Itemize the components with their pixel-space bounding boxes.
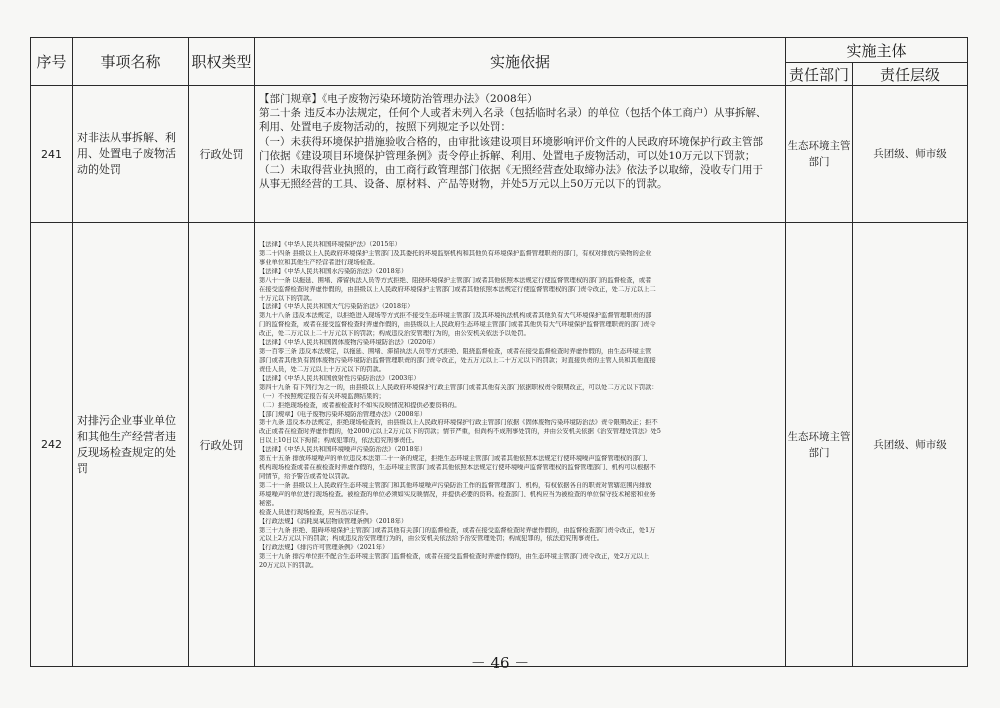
basis-line: 秘密。: [259, 499, 278, 507]
matter-name: 对非法从事拆解、利用、处置电子废物活动的处罚: [73, 86, 189, 223]
matter-name: 对排污企业事业单位和其他生产经营者违反现场检查规定的处罚: [73, 223, 189, 667]
basis-line: （一）未获得环境保护措施验收合格的，由审批该建设项目环境影响评价文件的人民政府环境保护行政主管部: [259, 135, 763, 148]
basis-line: 【部门规章】《电子废物污染环境防治管理办法》（2008年）: [259, 410, 427, 418]
header-row: [31, 38, 968, 63]
basis-line: 【法律】《中华人民共和国大气污染防治法》（2018年）: [259, 303, 414, 311]
authority-type: 行政处罚: [189, 86, 255, 223]
basis-line: 【部门规章】《电子废物污染环境防治管理办法》（2008年）: [259, 93, 538, 105]
basis-line: 部门或者其他负有固体废物污染环境防治监督管理职责的部门责令改正，处五万元以上二十万元以下的罚款；对直接负责的主管人员和其他直接: [259, 356, 656, 364]
basis-line: 第三十九条 拒绝、阻碍环境保护主管部门或者其他有关部门的监督检查，或者在接受监督检查时弄虚作假的，由监督检查部门责令改正，处1万: [259, 526, 656, 534]
basis-line: 环境噪声的单位进行现场检查。被检查的单位必须如实反映情况，并提供必要的资料。检查部门、机构应当为被检查的单位保守技术秘密和业务: [259, 490, 656, 498]
basis-line: 改正或者在检查时弄虚作假的，处2000元以上2万元以下的罚款；情节严重，但尚构不成刑事处罚的，并由公安机关依据《治安管理处罚法》处5: [259, 428, 661, 436]
basis-line: 【法律】《中华人民共和国放射性污染防治法》（2003年）: [259, 374, 420, 382]
basis-line: 第八十一条 以拖延、围堵、滞留执法人员等方式拒绝、阻挠环境保护主管部门或者其他依照本法规定行使监督管理权的部门的监督检查，或者: [259, 276, 652, 284]
basis-line: 元以上2万元以下的罚款；构成违反治安管理行为的，由公安机关依法给予治安管理处罚；构成犯罪的，依法追究刑事责任。: [259, 535, 604, 543]
legal-basis: [255, 223, 786, 667]
header-subject: 实施主体: [786, 38, 968, 63]
row-number: 242: [31, 223, 73, 667]
basis-line: 门依据《建设项目环境保护管理条例》责令停止拆解、利用、处置电子废物活动，可以处10万元以下罚款；: [259, 149, 756, 162]
basis-line: （二）未取得营业执照的，由工商行政管理部门依据《无照经营查处取缔办法》依法予以取缔，没收专门用于: [259, 164, 763, 177]
basis-line: 门的监督检查，或者在接受监督检查时弄虚作假的，由县级以上人民政府生态环境主管部门或者其他负有大气环境保护监督管理职责的部门责令: [259, 321, 656, 329]
header-type: 职权类型: [189, 38, 255, 86]
header-level: 责任层级: [853, 63, 968, 86]
basis-line: 检查人员进行现场检查，应当出示证件。: [259, 508, 373, 516]
basis-line: 【行政法规】《消耗臭氧层物质管理条例》（2018年）: [259, 517, 408, 525]
basis-line: 事业单位和其他生产经营者进行现场检查。: [259, 258, 379, 266]
basis-line: 【法律】《中华人民共和国环境保护法》（2015年）: [259, 241, 401, 248]
basis-line: （一）不按照规定报告有关环境监测结果的；: [259, 392, 385, 400]
basis-line: 第二十一条 县级以上人民政府生态环境主管部门和其他环境噪声污染防治工作的监督管理部门、机构，有权依据各自的职责对管辖范围内排放: [259, 481, 652, 489]
basis-line: 改正，处二万元以上二十万元以下的罚款；构成违反治安管理行为的，由公安机关依法予以处罚。: [259, 330, 530, 338]
basis-line: 机构现场检查或者在被检查时弄虚作假的，生态环境主管部门或者其他依照本法规定行使环境噪声监督管理权的监督管理部门、机构可以根据不: [259, 464, 656, 472]
header-basis: 实施依据: [255, 38, 786, 86]
responsible-level: 兵团级、师市级: [853, 223, 968, 667]
basis-line: 日以上10日以下拘留；构成犯罪的，依法追究刑事责任。: [259, 437, 419, 445]
basis-line: 第二十四条 县级以上人民政府环境保护主管部门及其委托的环境监察机构和其他负有环境保护监督管理职责的部门，有权对排放污染物的企业: [259, 249, 652, 257]
basis-line: 从事无照经营的工具、设备、原材料、产品等财物，并处5万元以上50万元以下的罚款。: [259, 178, 668, 191]
basis-line: 第九十八条 违反本法规定，以拒绝进入现场等方式拒不接受生态环境主管部门及其环境执法机构或者其他负有大气环境保护监督管理职责的部: [259, 312, 652, 320]
header-name: 事项名称: [73, 38, 189, 86]
page-number: － 46 －: [470, 654, 530, 672]
basis-line: 责任人员，处二万元以上十万元以下的罚款。: [259, 365, 385, 373]
basis-line: 【法律】《中华人民共和国环境噪声污染防治法》（2018年）: [259, 446, 427, 454]
table-row: [31, 86, 968, 223]
basis-line: 第三十九条 排污单位拒不配合生态环境主管部门监督检查，或者在接受监督检查时弄虚作假的，由生态环境主管部门责令改正，处2万元以上: [259, 553, 650, 561]
responsible-department: 生态环境主管部门: [786, 223, 853, 667]
basis-line: 第五十五条 排放环境噪声的单位违反本法第二十一条的规定，拒绝生态环境主管部门或者其他依照本法规定行使环境噪声监督管理权的部门、: [259, 455, 652, 463]
basis-line: 第一百零三条 违反本法规定，以拖延、围堵、滞留执法人员等方式拒绝、阻挠监督检查，或者在接受监督检查时弄虚作假的，由生态环境主管: [259, 348, 652, 356]
header-no: 序号: [31, 38, 73, 86]
basis-line: 第十九条 违反本办法规定，拒绝现场检查的，由县级以上人民政府环境保护行政主管部门依据《固体废物污染环境防治法》责令限期改正；拒不: [259, 419, 658, 427]
basis-line: 【法律】《中华人民共和国固体废物污染环境防治法》（2020年）: [259, 339, 439, 347]
basis-line: （二）拒绝现场检查，或者被检查时不如实反映情况和提供必要资料的。: [259, 401, 461, 409]
basis-line: 在接受监督检查时弄虚作假的，由县级以上人民政府环境保护主管部门或者其他依照本法规定行使监督管理权的部门责令改正，处二万元以上二: [259, 285, 656, 293]
basis-line: 同情节，给予警告或者处以罚款。: [259, 472, 354, 480]
header-dept: 责任部门: [786, 63, 853, 86]
basis-line: 【行政法规】《排污许可管理条例》（2021年）: [259, 544, 389, 552]
table-row: [31, 223, 968, 667]
row-number: 241: [31, 86, 73, 223]
basis-line: 第四十九条 有下列行为之一的，由县级以上人民政府环境保护行政主管部门或者其他有关部门依据职权责令限期改正，可以处二万元以下罚款：: [259, 383, 658, 391]
responsible-level: 兵团级、师市级: [853, 86, 968, 223]
authority-type: 行政处罚: [189, 223, 255, 667]
basis-line: 【法律】《中华人民共和国水污染防治法》（2018年）: [259, 267, 408, 275]
basis-line: 利用、处置电子废物活动的，按照下列规定予以处罚：: [259, 121, 511, 134]
responsible-department: 生态环境主管部门: [786, 86, 853, 223]
legal-basis: [255, 86, 786, 223]
basis-line: 第二十条 违反本办法规定，任何个人或者未列入名录（包括临时名录）的单位（包括个体工商户）从事拆解、: [259, 107, 767, 120]
basis-line: 20万元以下的罚款。: [259, 562, 318, 570]
basis-line: 十万元以下的罚款。: [259, 294, 316, 302]
enforcement-matters-table: [30, 37, 968, 667]
